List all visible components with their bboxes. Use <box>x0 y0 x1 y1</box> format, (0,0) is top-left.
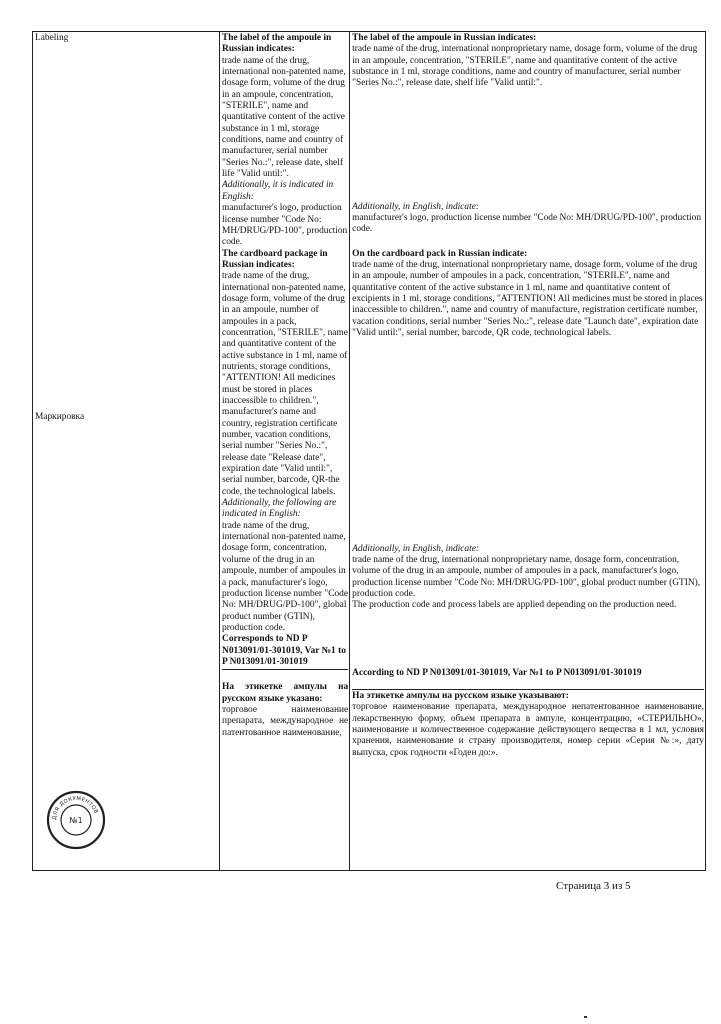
mid-ampoule-heading: The label of the ampoule in Russian indicates: <box>222 33 332 55</box>
mid-ampoule-en-heading: Additionally, it is indicated in English: <box>222 180 334 202</box>
right-ampoule-text: trade name of the drug, international nonproprietary name, dosage form, volume of the drug in an ampoule, concentration, "STERILE", name and quantitative content of the active substance in 1 ml, storage conditions, name and country of manufacturer, serial number "Series No.:", release date, shelf life "Valid until:". <box>352 44 698 89</box>
right-column-cell <box>350 32 706 871</box>
page-number: Страница 3 из 5 <box>556 880 631 892</box>
left-column-cell <box>33 32 220 871</box>
stamp-center-text: №1 <box>69 816 83 825</box>
right-ru-ampoule-heading: На этикетке ампулы на русском языке указывают: <box>352 690 569 701</box>
mid-nd-reference: Corresponds to ND P N013091/01-301019, Var №1 to P N013091/01-301019 <box>222 634 346 667</box>
section-label-en: Labeling <box>35 33 69 43</box>
scan-artifact <box>584 1016 587 1018</box>
right-nd-reference: According to ND P N013091/01-301019, Var №1 to P N013091/01-301019 <box>352 667 642 678</box>
spec-table <box>32 31 706 871</box>
mid-ru-ampoule-heading: На этикетке ампулы на русском языке указано: <box>222 682 349 704</box>
right-pack-text: trade name of the drug, international nonproprietary name, dosage form, volume of the drug in an ampoule, number of ampoules in a pack, concentration, "STERILE", name and quantitative content of the active substance in 1 ml, name and quantitative content of excipients in 1 ml, storage conditions, "ATTENTION! All medicines must be stored in places inaccessible to children.", name and country of manufacture, registration certificate number, vacation conditions, serial number "Series No.:", release date "Launch date", expiration date "Valid until:", serial number, barcode, QR code, technological labels. <box>352 260 703 339</box>
mid-ampoule-en-text: manufacturer's logo, production license number "Code No: MH/DRUG/PD-100", production code. <box>222 203 348 248</box>
right-ru-ampoule-text: торговое наименование препарата, международное непатентованное наименование, лекарственную форму, объем препарата в ампуле, концентрацию, «СТЕРИЛЬНО», наименование и количественное содержание действующего вещества в 1 мл, условия хранения, наименование и страну производителя, номер серии «Серия №:», дату выпуска, срок годности «Годен до:». <box>352 702 704 758</box>
right-ampoule-en-heading: Additionally, in English, indicate: <box>352 201 479 212</box>
right-process-note: The production code and process labels are applied depending on the production need. <box>352 600 677 611</box>
mid-pack-en-text: trade name of the drug, international non-patented name, dosage form, concentration, volume of the drug in an ampoule, number of ampoules in a pack, manufacturer's logo, production license number "Code No: MH/DRUG/PD-100", global product number (GTIN), production code. <box>222 520 348 633</box>
table-row <box>33 32 706 871</box>
right-ampoule-en-text: manufacturer's logo, production license number "Code No: MH/DRUG/PD-100", production code. <box>352 213 702 235</box>
right-ampoule-heading: The label of the ampoule in Russian indicates: <box>352 33 537 43</box>
round-stamp <box>46 790 106 850</box>
middle-column-cell <box>220 32 350 871</box>
mid-pack-heading: The cardboard package in Russian indicates: <box>222 248 328 270</box>
mid-pack-text: trade name of the drug, international non-patented name, dosage form, volume of the drug in an ampoule, number of ampoules in a pack, concentration, "STERILE", name and quantitative content of the active substance in 1 ml, name of nutrients, storage conditions, "ATTENTION! All medicines must be stored in places inaccessible to children.", manufacturer's name and country, registration certificate number, vacation conditions, serial number "Series No.:", release date "Release date", expiration date "Valid until:", serial number, barcode, QR-the code, the technological labels. <box>222 271 348 497</box>
right-pack-heading: On the cardboard pack in Russian indicate: <box>352 248 528 259</box>
mid-pack-en-heading: Additionally, the following are indicated in English: <box>222 498 337 520</box>
mid-ru-ampoule-text: торговое наименование препарата, международное не патентованное наименование, <box>222 704 349 738</box>
right-pack-en-text: trade name of the drug, international nonproprietary name, dosage form, concentration, volume of the drug in an ampoule, number of ampoules in a pack, manufacturer's logo, production license number "Code No: MH/DRUG/PD-100", global product number (GTIN), production code. <box>352 554 701 599</box>
stamp-ring-text: ДЛЯ ДОКУМЕНТОВ <box>51 795 99 821</box>
right-ru-block <box>352 689 704 759</box>
mid-ampoule-text: trade name of the drug, international non-patented name, dosage form, volume of the drug in an ampoule, concentration, "STERILE", name and quantitative content of the active substance in 1 ml, storage conditions, name and country of manufacturer, serial number "Series No.:", release date, shelf life "Valid until:". <box>222 55 346 180</box>
mid-ru-block <box>222 669 348 739</box>
right-pack-en-heading: Additionally, in English, indicate: <box>352 543 479 554</box>
section-label-ru: Маркировка <box>35 412 85 422</box>
